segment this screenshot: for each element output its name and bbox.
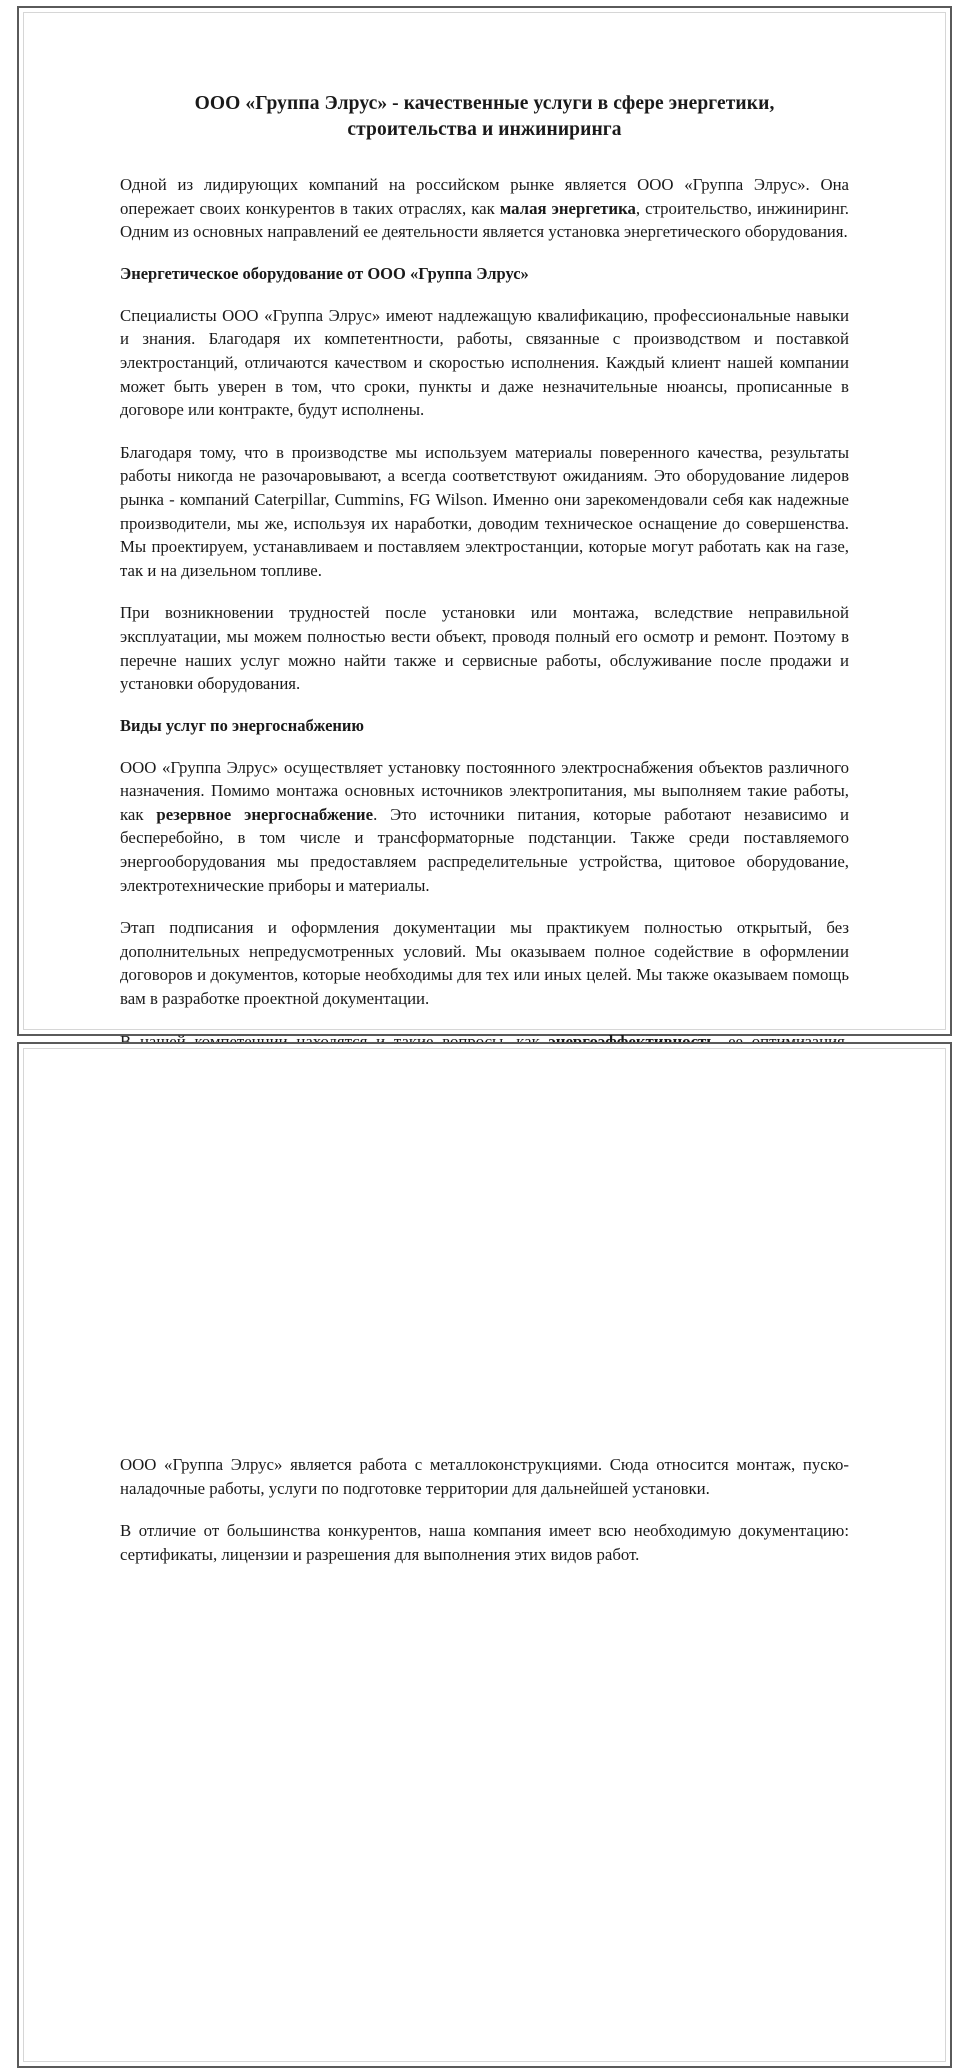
paragraph-4 [120,601,849,695]
paragraph-9 [120,1453,849,1500]
paragraph-1-emphasis: малая энергетика [499,198,636,218]
paragraph-1-text-after: , строительство, инжиниринг. Одним из основных направлений ее деятельности является установка энергетического оборудования. [120,198,850,242]
paragraph-2 [120,304,849,422]
paragraph-5-emphasis: резервное энергоснабжение [156,804,374,824]
paragraph-6-text-before: Этап подписания и оформления документации мы практикуем полностью открытый, без дополнительных непредусмотренных условий. Мы оказываем полное содействие в оформлении договоров и документов, которые необходимы для тех или иных целей. Мы также оказываем помощь вам в разработке проектной документации. [120,918,849,1009]
paragraph-5 [120,756,849,898]
section-heading-1: Энергетическое оборудование от ООО «Группа Элрус» [120,263,529,283]
page-2-content [120,1453,849,1566]
section-heading-2: Виды услуг по энергоснабжению [120,715,365,735]
document-page-2 [17,1042,952,2068]
paragraph-5-text-before: ООО «Группа Элрус» осуществляет установку постоянного электроснабжения объектов различного назначения. Помимо монтажа основных источников электропитания, мы выполняем такие работы, как [120,757,849,824]
page-1-inner-border [23,12,946,1030]
document-page-1 [17,6,952,1036]
paragraph-10-text-before: В отличие от большинства конкурентов, наша компания имеет всю необходимую документацию: сертификаты, лицензии и разрешения для выполнения этих видов работ. [120,1521,849,1564]
paragraph-6 [120,916,849,1010]
page-2-inner-border [23,1048,946,2062]
paragraph-3 [120,441,849,583]
page-title: ООО «Группа Элрус» - качественные услуги в сфере энергетики, строительства и инжиниринга [194,93,775,140]
paragraph-5-text-after: . Это источники питания, которые работают независимо и бесперебойно, в том числе и трансформаторные подстанции. Также среди поставляемого энергооборудования мы предоставляем распределительные устройства, щитовое оборудование, электротехнические приборы и материалы. [120,804,849,895]
paragraph-9-text-before: ООО «Группа Элрус» является работа с металлоконструкциями. Сюда относится монтаж, пуско-наладочные работы, услуги по подготовке территории для дальнейшей установки. [120,1455,849,1498]
paragraph-10 [120,1519,849,1566]
paragraph-2-text-before: Специалисты ООО «Группа Элрус» имеют надлежащую квалификацию, профессиональные навыки и знания. Благодаря их компетентности, работы, связанные с производством и поставкой электростанций, отличаются качеством и скоростью исполнения. Каждый клиент нашей компании может быть уверен в том, что сроки, пункты и даже незначительные нюансы, прописанные в договоре или контракте, будут исполнены. [120,305,849,420]
paragraph-3-text-before: Благодаря тому, что в производстве мы используем материалы поверенного качества, результаты работы никогда не разочаровывают, а всегда соответствуют ожиданиям. Это оборудование лидеров рынка - компаний Caterpillar, Cummins, FG Wilson. Именно они зарекомендовали себя как надежные производители, мы же, используя их наработки, доводим техническое оснащение до совершенства. Мы проектируем, устанавливаем и поставляем электростанции, которые могут работать как на газе, так и на дизельном топливе. [120,442,849,580]
paragraph-4-text-before: При возникновении трудностей после установки или монтажа, вследствие неправильной эксплуатации, мы можем полностью вести объект, проводя полный его осмотр и ремонт. Поэтому в перечне наших услуг можно найти также и сервисные работы, обслуживание после продажи и установки оборудования. [120,603,849,694]
paragraph-1 [120,173,849,244]
paragraph-1-text-before: Одной из лидирующих компаний на российском рынке является ООО «Группа Элрус». Она опережает своих конкурентов в таких отраслях, как [120,175,849,218]
